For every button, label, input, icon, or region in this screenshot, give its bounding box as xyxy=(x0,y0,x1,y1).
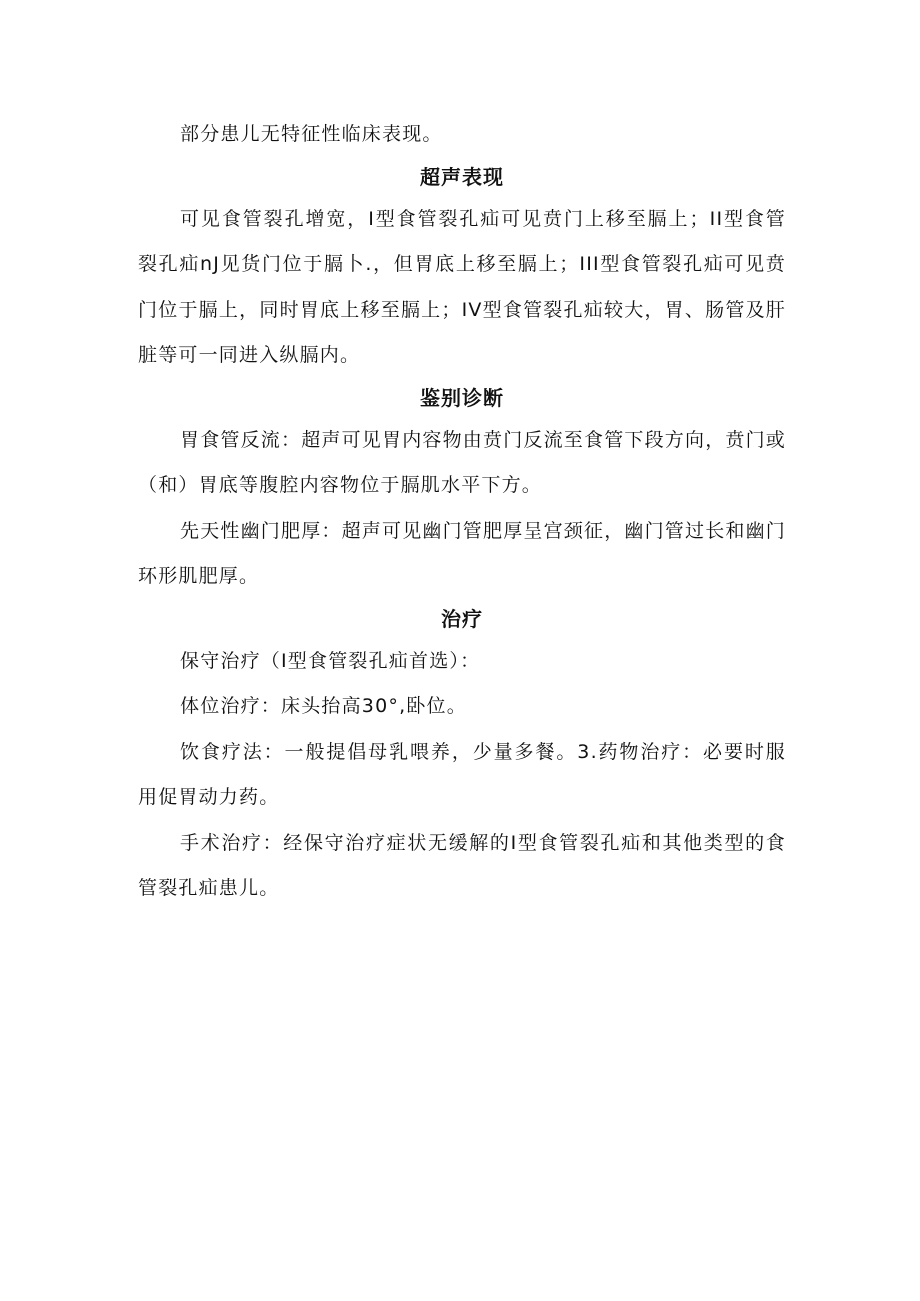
section-heading-ultrasound: 超声表现 xyxy=(420,164,504,189)
paragraph: 饮食疗法：一般提倡母乳喂养，少量多餐。3.药物治疗：必要时服用促胃动力药。 xyxy=(138,740,786,808)
paragraph: 体位治疗：床头抬高30°,卧位。 xyxy=(180,695,467,717)
paragraph: 先天性幽门肥厚：超声可见幽门管肥厚呈宫颈征，幽门管过长和幽门环形肌肥厚。 xyxy=(138,519,787,587)
section-heading-differential-diagnosis: 鉴别诊断 xyxy=(420,385,504,410)
paragraph: 保守治疗（I型食管裂孔疝首选）： xyxy=(180,649,481,672)
section-heading-treatment: 治疗 xyxy=(441,606,483,631)
paragraph: 手术治疗：经保守治疗症状无缓解的I型食管裂孔疝和其他类型的食管裂孔疝患儿。 xyxy=(138,831,786,899)
paragraph: 胃食管反流：超声可见胃内容物由贲门反流至食管下段方向，贲门或（和）胃底等腹腔内容物位于膈肌水平下方。 xyxy=(138,428,787,496)
paragraph: 可见食管裂孔增宽，I型食管裂孔疝可见贲门上移至膈上；II型食管裂孔疝nJ见货门位于膈卜.，但胃底上移至膈上；III型食管裂孔疝可见贲门位于膈上，同时胃底上移至膈上；IV型食管裂孔疝较大，胃、肠管及肝脏等可一同进入纵膈内。 xyxy=(138,207,786,366)
paragraph: 部分患儿无特征性临床表现。 xyxy=(180,123,443,145)
document-page xyxy=(138,112,786,912)
